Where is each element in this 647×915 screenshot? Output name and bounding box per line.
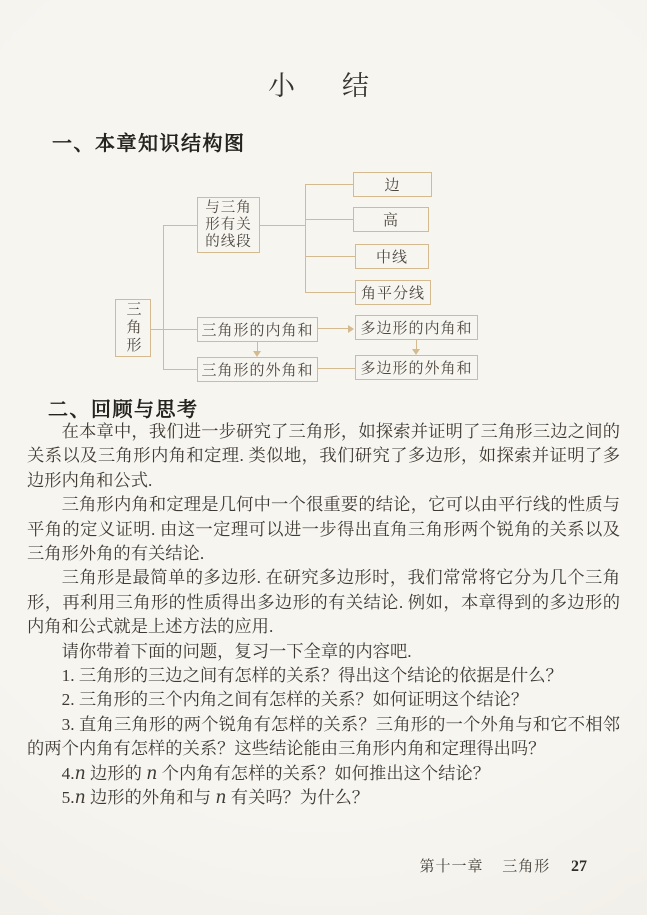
- diagram-box-triangle: 三角形: [115, 299, 151, 357]
- connector-line: [305, 292, 355, 293]
- diagram-box-median: 中线: [355, 244, 429, 269]
- review-question: 5.n 边形的外角和与 n 有关吗？为什么？: [61, 788, 370, 809]
- connector-line: [305, 184, 306, 293]
- page-number: 27: [571, 858, 587, 875]
- body-paragraph: 三角形是最简单的多边形. 在研究多边形时，我们常常将它分为几个三角形，再利用三角形的性质得出多边形的有关结论. 例如，本章得到的多边形的内角和公式就是上述方法的应用.: [27, 568, 620, 637]
- connector-line: [163, 369, 197, 370]
- review-question: 1. 三角形的三边之间有怎样的关系？得出这个结论的依据是什么？: [61, 666, 563, 686]
- connector-line: [163, 225, 164, 370]
- diagram-box-triangle-segments: 与三角形有关的线段: [197, 197, 260, 253]
- connector-line: [318, 368, 355, 369]
- diagram-box-triangle-exterior-sum: 三角形的外角和: [197, 357, 318, 382]
- footer-chapter: 第十一章: [419, 859, 484, 875]
- diagram-box-polygon-interior-sum: 多边形的内角和: [355, 315, 478, 340]
- diagram-box-angle-bisector: 角平分线: [355, 280, 431, 305]
- diagram-box-height: 高: [353, 207, 429, 232]
- page-title: 小 结: [268, 71, 379, 101]
- knowledge-structure-diagram: [0, 160, 647, 395]
- review-question: 4.n 边形的 n 个内角有怎样的关系？如何推出这个结论？: [61, 763, 491, 784]
- connector-line: [151, 329, 197, 330]
- body-paragraph: 请你带着下面的问题，复习一下全章的内容吧.: [61, 641, 412, 661]
- connector-line: [305, 219, 353, 220]
- footer-book-title: 三角形: [502, 859, 551, 875]
- connector-line: [163, 225, 197, 226]
- page-footer: [419, 855, 587, 876]
- diagram-box-triangle-interior-sum: 三角形的内角和: [197, 317, 318, 342]
- review-question: 2. 三角形的三个内角之间有怎样的关系？如何证明这个结论？: [61, 690, 529, 710]
- diagram-box-polygon-exterior-sum: 多边形的外角和: [355, 355, 478, 380]
- section1-heading: 一、本章知识结构图: [52, 133, 246, 155]
- body-paragraph: 三角形内角和定理是几何中一个很重要的结论，它可以由平行线的性质与平角的定义证明. 由这一定理可以进一步得出直角三角形两个锐角的关系以及三角形外角的有关结论.: [27, 495, 620, 564]
- section2-heading: 二、回顾与思考: [48, 399, 199, 421]
- connector-line: [318, 328, 349, 329]
- diagram-box-side: 边: [353, 172, 432, 197]
- review-question: 3. 直角三角形的两个锐角有怎样的关系？三角形的一个外角与和它不相邻的两个内角有怎样的关系？这些结论能由三角形内角和定理得出吗？: [27, 714, 620, 759]
- review-body: [27, 420, 620, 811]
- connector-line: [260, 225, 305, 226]
- connector-line: [305, 184, 353, 185]
- arrow-right-icon: [348, 325, 354, 333]
- body-paragraph: 在本章中，我们进一步研究了三角形，如探索并证明了三角形三边之间的关系以及三角形内角和定理. 类似地，我们研究了多边形，如探索并证明了多边形内角和公式.: [27, 422, 620, 490]
- connector-line: [305, 256, 355, 257]
